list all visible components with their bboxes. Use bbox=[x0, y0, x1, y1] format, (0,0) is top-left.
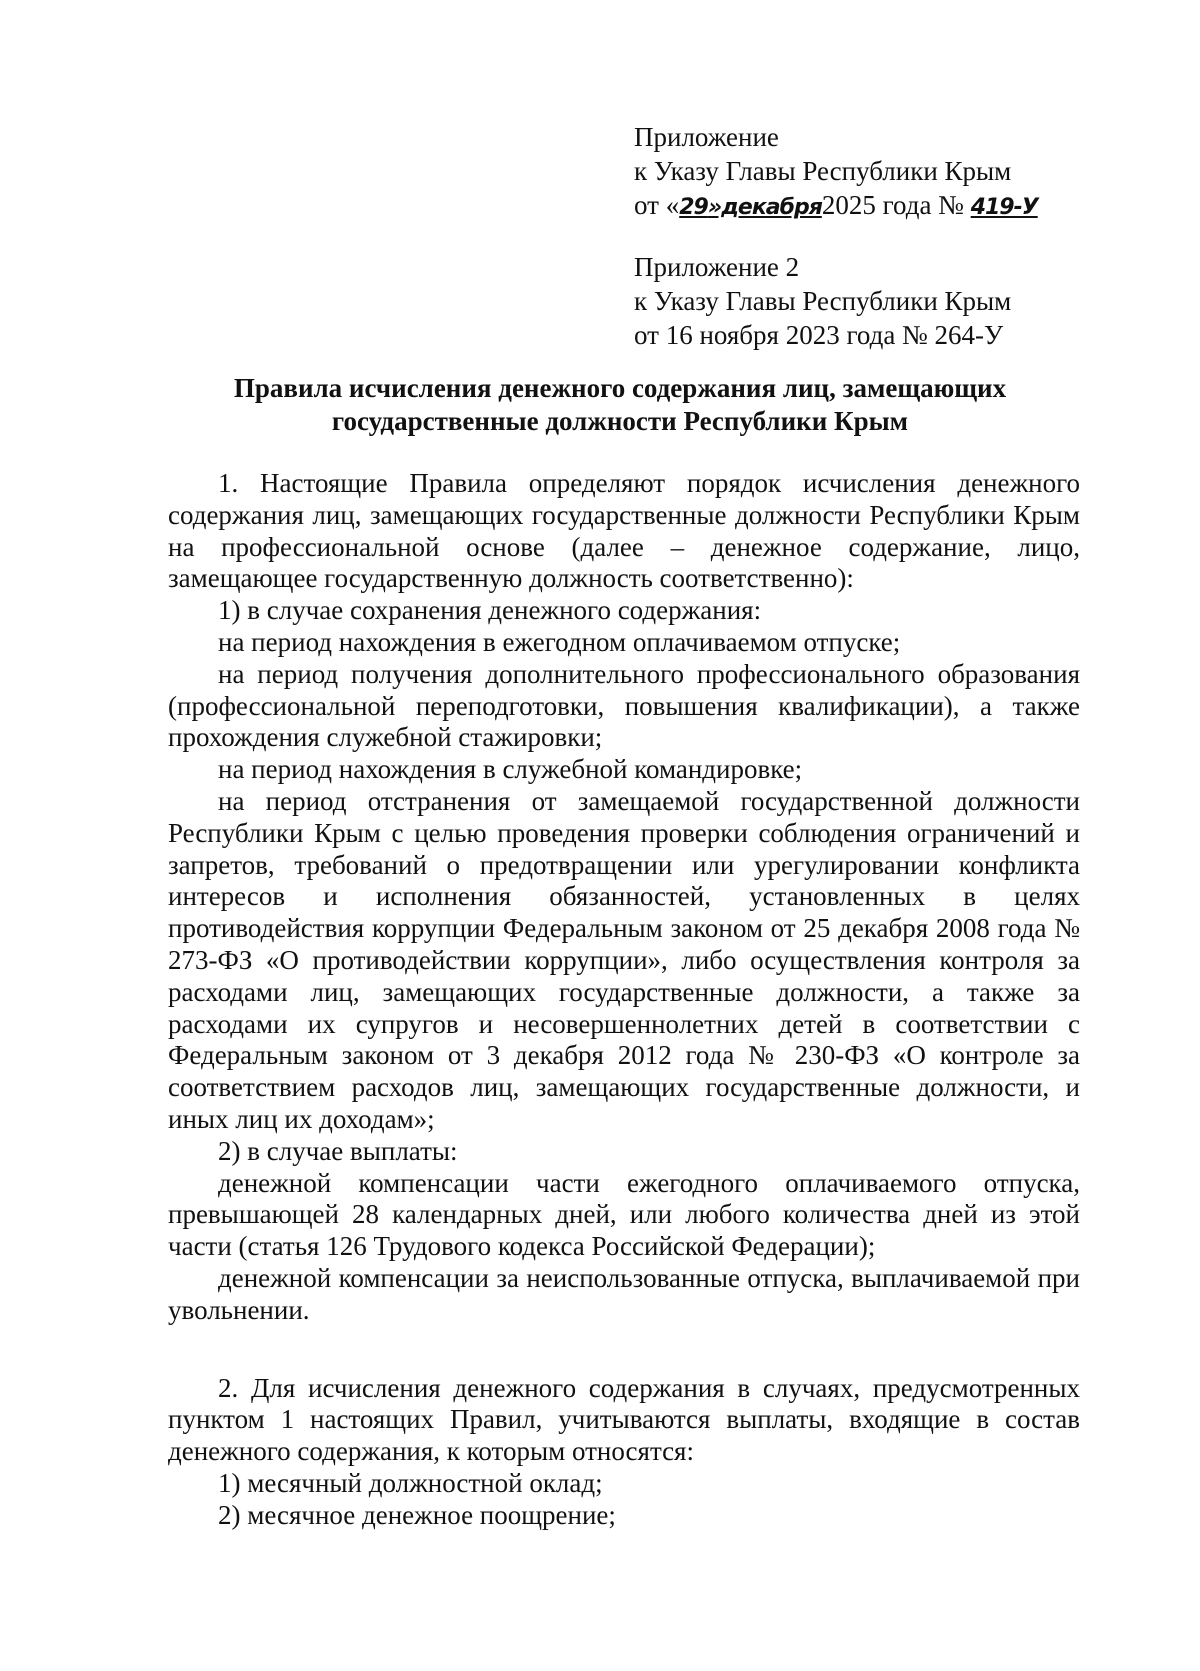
paragraph: 2. Для исчисления денежного содержания в случаях, предусмотренных пунктом 1 настоящих Правил, учитываются выплаты, входящие в состав денежного содержания, к которым относятся: bbox=[168, 1372, 1080, 1467]
paragraph: 1. Настоящие Правила определяют порядок исчисления денежного содержания лиц, замещающих государственные должности Республики Крым на профессиональной основе (далее – денежное содержание, лицо, замещающее государственную должность соответственно): bbox=[168, 468, 1080, 594]
appendix-decree-ref: к Указу Главы Республики Крым bbox=[634, 156, 1012, 186]
date-year: 2025 года № bbox=[821, 190, 964, 220]
paragraph: на период получения дополнительного профессионального образования (профессиональной переподготовки, повышения квалификации), а также прохождения служебной стажировки; bbox=[168, 658, 1080, 753]
appendix-label: Приложение 2 bbox=[634, 252, 800, 282]
handwritten-day: 29 bbox=[679, 195, 708, 220]
appendix-date-line bbox=[634, 188, 1038, 225]
appendix-decree-ref: к Указу Главы Республики Крым bbox=[634, 286, 1012, 316]
appendix-date-line: от 16 ноября 2023 года № 264-У bbox=[634, 320, 1004, 350]
title-line: Правила исчисления денежного содержания лиц, замещающих bbox=[233, 373, 1007, 403]
handwritten-number: 419-У bbox=[970, 195, 1038, 220]
paragraph: 2) месячное денежное поощрение; bbox=[218, 1499, 616, 1530]
appendix-label: Приложение bbox=[634, 122, 779, 152]
document-title bbox=[160, 372, 1080, 438]
paragraph: 2) в случае выплаты: bbox=[218, 1135, 458, 1166]
date-prefix: от « bbox=[634, 190, 680, 220]
paragraph: 1) месячный должностной оклад; bbox=[218, 1467, 603, 1498]
paragraph: денежной компенсации за неиспользованные отпуска, выплачиваемой при увольнении. bbox=[168, 1262, 1080, 1325]
paragraph: денежной компенсации части ежегодного оплачиваемого отпуска, превышающей 28 календарных дней, или любого количества дней из этой части (статья 126 Трудового кодекса Российской Федерации); bbox=[168, 1167, 1080, 1262]
paragraph: на период отстранения от замещаемой государственной должности Республики Крым с целью проведения проверки соблюдения ограничений и запретов, требований о предотвращении или урегулировании конфликта интересов и исполнения обязанностей, установленных в целях противодействия коррупции Федеральным законом от 25 декабря 2008 года № 273-ФЗ «О противодействии коррупции», либо осуществления контроля за расходами лиц, замещающих государственные должности, а также за расходами их супругов и несовершеннолетних детей в соответствии с Федеральным законом от 3 декабря 2012 года № 230-ФЗ «О контроле за соответствием расходов лиц, замещающих государственные должности, и иных лиц их доходам»; bbox=[168, 785, 1080, 1134]
paragraph: на период нахождения в служебной командировке; bbox=[218, 754, 803, 785]
appendix-header-current bbox=[634, 120, 1038, 225]
handwritten-month: »декабря bbox=[707, 195, 822, 220]
appendix-header-original bbox=[634, 250, 1011, 352]
document-body bbox=[168, 468, 1080, 1532]
paragraph: на период нахождения в ежегодном оплачиваемом отпуске; bbox=[218, 626, 901, 657]
title-line: государственные должности Республики Крым bbox=[331, 406, 909, 436]
paragraph: 1) в случае сохранения денежного содержания: bbox=[218, 595, 762, 626]
